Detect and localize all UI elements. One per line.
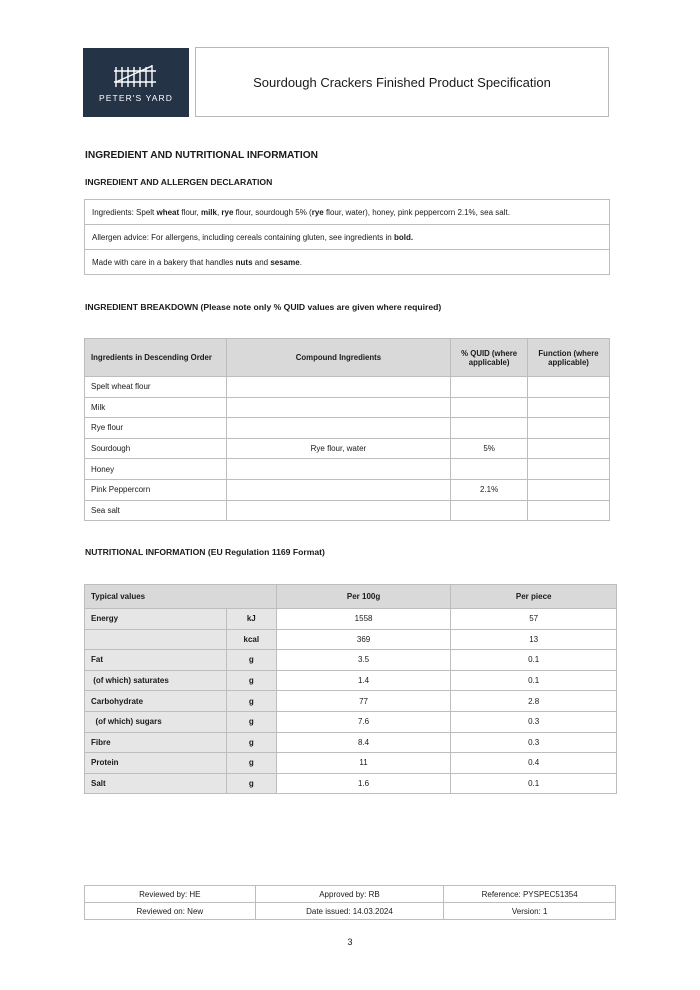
page-number: 3 bbox=[347, 937, 353, 947]
table-cell bbox=[226, 397, 450, 418]
table-cell bbox=[451, 377, 528, 398]
column-header: Compound Ingredients bbox=[226, 339, 450, 377]
unit-cell: g bbox=[226, 650, 276, 671]
table-row bbox=[85, 732, 617, 753]
unit-cell: kcal bbox=[226, 629, 276, 650]
table-row bbox=[85, 670, 617, 691]
unit-cell: g bbox=[226, 732, 276, 753]
unit-cell: kJ bbox=[226, 609, 276, 630]
ingredients-statement: Ingredients: Spelt wheat flour, milk, rye flour, sourdough 5% (rye flour, water), honey, pink peppercorn 2.1%, sea salt. bbox=[85, 200, 610, 225]
unit-cell: g bbox=[226, 711, 276, 732]
allergen-declaration-table bbox=[84, 199, 610, 275]
unit-cell: g bbox=[226, 670, 276, 691]
column-header: % QUID (where applicable) bbox=[451, 339, 528, 377]
nutrient-label: Fat bbox=[85, 650, 227, 671]
table-row bbox=[85, 459, 610, 480]
column-header: Per piece bbox=[451, 585, 617, 609]
date-issued: Date issued: 14.03.2024 bbox=[255, 903, 444, 920]
per-100g-value: 1.6 bbox=[276, 773, 451, 794]
unit-cell: g bbox=[226, 691, 276, 712]
table-cell bbox=[528, 459, 610, 480]
per-piece-value: 13 bbox=[451, 629, 617, 650]
per-piece-value: 0.1 bbox=[451, 670, 617, 691]
nutrient-label: Protein bbox=[85, 753, 227, 774]
table-cell bbox=[226, 479, 450, 500]
table-row bbox=[85, 418, 610, 439]
table-cell: 2.1% bbox=[451, 479, 528, 500]
table-cell bbox=[451, 459, 528, 480]
table-row bbox=[85, 773, 617, 794]
per-piece-value: 0.1 bbox=[451, 773, 617, 794]
table-cell bbox=[528, 418, 610, 439]
table-row bbox=[85, 225, 610, 250]
table-cell: Spelt wheat flour bbox=[85, 377, 227, 398]
per-100g-value: 77 bbox=[276, 691, 451, 712]
table-row bbox=[85, 479, 610, 500]
per-piece-value: 2.8 bbox=[451, 691, 617, 712]
table-cell bbox=[226, 418, 450, 439]
table-cell: Milk bbox=[85, 397, 227, 418]
table-row bbox=[85, 650, 617, 671]
table-cell bbox=[226, 377, 450, 398]
table-row bbox=[85, 629, 617, 650]
table-cell: Rye flour, water bbox=[226, 438, 450, 459]
per-100g-value: 1.4 bbox=[276, 670, 451, 691]
table-cell bbox=[528, 377, 610, 398]
section-title: INGREDIENT AND NUTRITIONAL INFORMATION bbox=[85, 150, 318, 161]
allergen-advice: Allergen advice: For allergens, including cereals containing gluten, see ingredients in bold. bbox=[85, 225, 610, 250]
table-row bbox=[85, 711, 617, 732]
nutrient-label: (of which) saturates bbox=[85, 670, 227, 691]
nutrient-label bbox=[85, 629, 227, 650]
table-cell bbox=[451, 500, 528, 521]
nutrient-label: (of which) sugars bbox=[85, 711, 227, 732]
per-100g-value: 369 bbox=[276, 629, 451, 650]
breakdown-heading: INGREDIENT BREAKDOWN (Please note only % QUID values are given where required) bbox=[85, 302, 442, 312]
table-cell: Sea salt bbox=[85, 500, 227, 521]
reviewed-on: Reviewed on: New bbox=[85, 903, 256, 920]
table-cell: Sourdough bbox=[85, 438, 227, 459]
document-title-text: Sourdough Crackers Finished Product Specification bbox=[253, 74, 551, 90]
table-row bbox=[85, 500, 610, 521]
table-cell bbox=[226, 500, 450, 521]
table-row bbox=[85, 250, 610, 275]
approved-by: Approved by: RB bbox=[255, 886, 444, 903]
table-row bbox=[85, 397, 610, 418]
table-row bbox=[85, 377, 610, 398]
table-cell: Rye flour bbox=[85, 418, 227, 439]
table-row bbox=[85, 903, 616, 920]
per-100g-value: 1558 bbox=[276, 609, 451, 630]
table-row bbox=[85, 886, 616, 903]
nutrition-heading: NUTRITIONAL INFORMATION (EU Regulation 1169 Format) bbox=[85, 547, 325, 557]
nutrient-label: Energy bbox=[85, 609, 227, 630]
per-piece-value: 0.3 bbox=[451, 732, 617, 753]
reference: Reference: PYSPEC51354 bbox=[444, 886, 616, 903]
table-cell: 5% bbox=[451, 438, 528, 459]
table-header-row bbox=[85, 339, 610, 377]
table-cell bbox=[528, 438, 610, 459]
reviewed-by: Reviewed by: HE bbox=[85, 886, 256, 903]
per-piece-value: 0.1 bbox=[451, 650, 617, 671]
per-100g-value: 3.5 bbox=[276, 650, 451, 671]
care-statement: Made with care in a bakery that handles nuts and sesame. bbox=[85, 250, 610, 275]
nutrient-label: Carbohydrate bbox=[85, 691, 227, 712]
per-piece-value: 0.3 bbox=[451, 711, 617, 732]
version: Version: 1 bbox=[444, 903, 616, 920]
per-100g-value: 7.6 bbox=[276, 711, 451, 732]
table-cell: Honey bbox=[85, 459, 227, 480]
per-100g-value: 11 bbox=[276, 753, 451, 774]
unit-cell: g bbox=[226, 773, 276, 794]
table-row bbox=[85, 691, 617, 712]
table-row bbox=[85, 753, 617, 774]
table-cell bbox=[226, 459, 450, 480]
allergen-heading: INGREDIENT AND ALLERGEN DECLARATION bbox=[85, 177, 273, 187]
table-cell bbox=[528, 479, 610, 500]
ingredient-breakdown-table bbox=[84, 338, 610, 521]
table-cell bbox=[528, 397, 610, 418]
nutrition-table bbox=[84, 584, 617, 794]
unit-cell: g bbox=[226, 753, 276, 774]
table-row bbox=[85, 609, 617, 630]
table-cell: Pink Peppercorn bbox=[85, 479, 227, 500]
column-header: Per 100g bbox=[276, 585, 451, 609]
column-header: Typical values bbox=[85, 585, 277, 609]
table-row bbox=[85, 200, 610, 225]
nutrient-label: Salt bbox=[85, 773, 227, 794]
per-piece-value: 0.4 bbox=[451, 753, 617, 774]
nutrient-label: Fibre bbox=[85, 732, 227, 753]
logo-wordmark: PETER'S YARD bbox=[98, 92, 174, 103]
table-cell bbox=[451, 397, 528, 418]
document-title bbox=[195, 47, 609, 117]
table-cell bbox=[451, 418, 528, 439]
table-row bbox=[85, 438, 610, 459]
column-header: Function (where applicable) bbox=[528, 339, 610, 377]
per-piece-value: 57 bbox=[451, 609, 617, 630]
column-header: Ingredients in Descending Order bbox=[85, 339, 227, 377]
table-header-row bbox=[85, 585, 617, 609]
review-footer-table bbox=[84, 885, 616, 920]
company-logo bbox=[83, 48, 189, 117]
table-cell bbox=[528, 500, 610, 521]
per-100g-value: 8.4 bbox=[276, 732, 451, 753]
gate-icon bbox=[114, 63, 158, 89]
